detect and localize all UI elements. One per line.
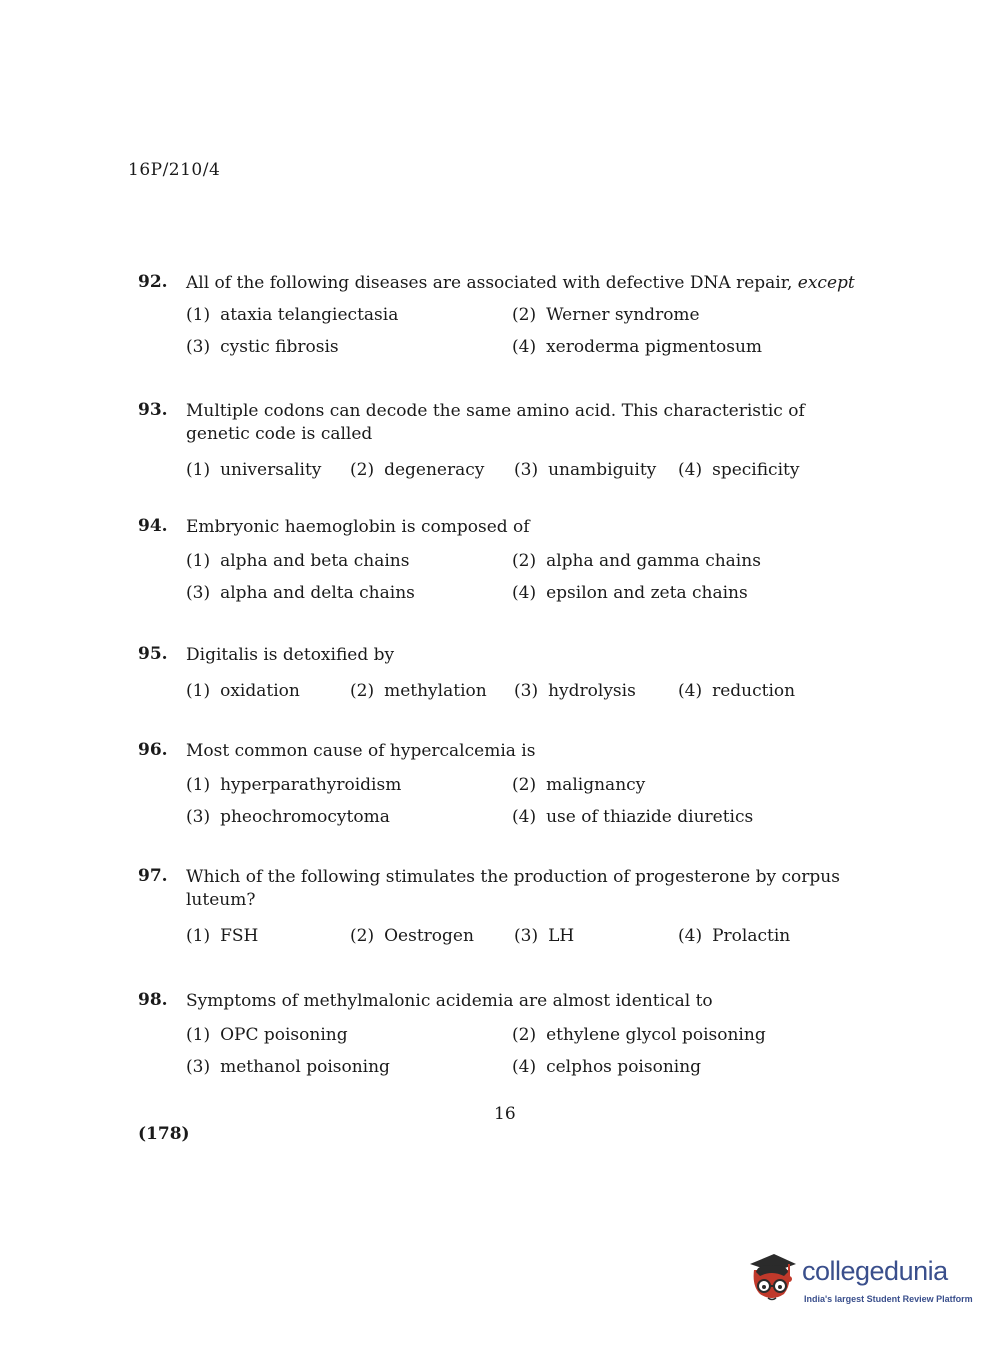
option-4: (4) reduction	[678, 681, 796, 701]
options	[186, 305, 868, 357]
option-2: (2) methylation	[350, 681, 487, 701]
question-text: Most common cause of hypercalcemia is	[186, 741, 536, 761]
question-text: All of the following diseases are associated with defective DNA repair, except	[186, 273, 855, 293]
option-1: (1) universality	[186, 460, 322, 480]
question-97	[138, 866, 868, 946]
page-number: 16	[494, 1104, 516, 1124]
option-3: (3) cystic fibrosis	[186, 337, 339, 357]
option-2: (2) Werner syndrome	[512, 305, 700, 325]
options	[186, 460, 868, 480]
question-emphasis: except	[797, 273, 855, 293]
options	[186, 775, 868, 827]
question-number: 92.	[138, 272, 168, 292]
option-4: (4) xeroderma pigmentosum	[512, 337, 763, 357]
option-2: (2) Oestrogen	[350, 926, 474, 946]
option-4: (4) epsilon and zeta chains	[512, 583, 748, 603]
question-number: 93.	[138, 400, 168, 420]
option-3: (3) unambiguity	[514, 460, 657, 480]
question-text: Embryonic haemoglobin is composed of	[186, 517, 530, 537]
question-94	[138, 516, 868, 603]
question-number: 95.	[138, 644, 168, 664]
option-1: (1) OPC poisoning	[186, 1025, 348, 1045]
options	[186, 1025, 868, 1077]
options	[186, 681, 868, 701]
question-text: Which of the following stimulates the production of progesterone by corpus luteum?	[186, 867, 840, 910]
question-text: Digitalis is detoxified by	[186, 645, 395, 665]
question-93	[138, 400, 868, 480]
question-96	[138, 740, 868, 827]
option-3: (3) pheochromocytoma	[186, 807, 390, 827]
question-number: 97.	[138, 866, 168, 886]
brand-tagline: India's largest Student Review Platform	[804, 1294, 973, 1304]
option-1: (1) hyperparathyroidism	[186, 775, 402, 795]
page-code: 16P/210/4	[128, 160, 221, 180]
question-text: Multiple codons can decode the same amino acid. This characteristic of genetic code is called	[186, 401, 805, 444]
question-text: Symptoms of methylmalonic acidemia are almost identical to	[186, 991, 713, 1011]
option-2: (2) degeneracy	[350, 460, 485, 480]
brand-watermark	[744, 1250, 974, 1310]
option-1: (1) alpha and beta chains	[186, 551, 410, 571]
option-3: (3) alpha and delta chains	[186, 583, 415, 603]
page-id: (178)	[138, 1124, 190, 1144]
question-number: 94.	[138, 516, 168, 536]
option-2: (2) ethylene glycol poisoning	[512, 1025, 766, 1045]
option-2: (2) malignancy	[512, 775, 646, 795]
option-2: (2) alpha and gamma chains	[512, 551, 761, 571]
option-4: (4) Prolactin	[678, 926, 791, 946]
option-4: (4) use of thiazide diuretics	[512, 807, 754, 827]
options	[186, 551, 868, 603]
question-number: 98.	[138, 990, 168, 1010]
question-number: 96.	[138, 740, 168, 760]
question-98	[138, 990, 868, 1077]
options	[186, 926, 868, 946]
option-3: (3) methanol poisoning	[186, 1057, 390, 1077]
option-1: (1) oxidation	[186, 681, 300, 701]
option-1: (1) ataxia telangiectasia	[186, 305, 399, 325]
option-3: (3) hydrolysis	[514, 681, 636, 701]
option-3: (3) LH	[514, 926, 575, 946]
option-1: (1) FSH	[186, 926, 259, 946]
option-4: (4) specificity	[678, 460, 800, 480]
option-4: (4) celphos poisoning	[512, 1057, 702, 1077]
question-92	[138, 272, 868, 357]
question-95	[138, 644, 868, 701]
brand-name: collegedunia	[802, 1256, 948, 1286]
mascot-logo-icon	[744, 1250, 800, 1310]
